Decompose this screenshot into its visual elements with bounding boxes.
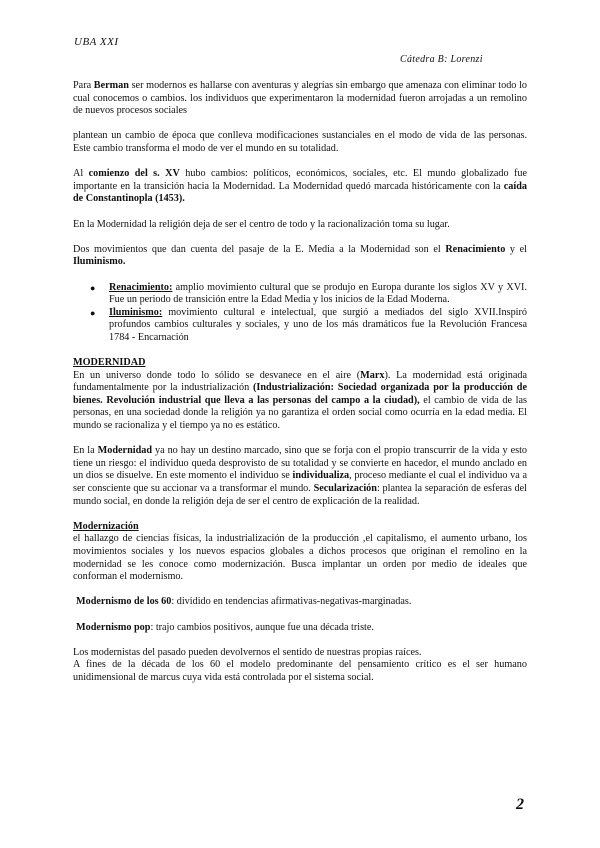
text-run: y el — [505, 243, 527, 255]
bold-term: Secularización — [313, 483, 377, 494]
bold-term: Marx — [360, 369, 385, 381]
bold-term: Iluminismo. — [73, 256, 126, 268]
bold-term: Renacimiento — [445, 243, 506, 255]
text-run: : dividido en tendencias afirmativas-negativas-marginadas. — [171, 596, 412, 608]
paragraph-berman — [73, 80, 527, 118]
paragraph-modernidad — [73, 370, 527, 433]
list-item — [73, 282, 527, 307]
list-text: amplio movimiento cultural que se produjo en Europa durante los siglos XV y XVI. Fue un periodo de transición entre la Edad Media y los inicios de la Edad Moderna. — [109, 281, 527, 306]
paragraph-siglo-xv — [73, 168, 527, 206]
text-run: , proceso mediante el cual el individuo va a ser consciente que su accionar va a transformar el mundo. — [73, 470, 527, 494]
text-run: : plantea la separación de esferas del mundo social, en donde la religión deja de ser el centro de explicación de la realidad. — [73, 483, 527, 507]
bold-term: caída de Constantinopla (1453). — [73, 180, 527, 205]
paragraph-modernismo-60 — [73, 596, 527, 609]
list-term: Renacimiento: — [109, 281, 173, 293]
text-run: Al — [73, 168, 89, 180]
paragraph-destino — [73, 445, 527, 508]
list-term: Iluminismo: — [109, 306, 163, 318]
document-body — [73, 80, 527, 685]
paragraph-fines-60: A fines de la década de los 60 el modelo predominante del pensamiento crítico es el ser humano unidimensional de marcus cuya vida está controlada por el sistema social. — [73, 659, 527, 683]
movements-list — [73, 282, 527, 345]
bold-term: individualiza — [292, 470, 350, 482]
bullet-icon: ● — [90, 307, 96, 318]
bold-term: (Industrialización: Sociedad organizada por la producción de bienes. Revolución industrial que lleva a las personas del campo a la ciudad), — [73, 382, 527, 406]
bold-term: Modernidad — [97, 445, 152, 457]
paragraph-raices: Los modernistas del pasado pueden devolvernos el sentido de nuestras propias raíces. — [73, 646, 422, 658]
text-run: ). La modernidad está originada fundamentalmente por la industrialización — [73, 369, 527, 394]
section-title-text: Modernización — [73, 520, 139, 532]
text-run: En la — [73, 445, 98, 457]
header-left: UBA XXI — [74, 36, 119, 48]
text-run: el cambio de vida de las personas, en una sociedad donde la religión ya no garantiza el orden social como ocurría en la edad media. El mundo se racionaliza y el tiempo ya no es estático. — [73, 394, 527, 432]
bold-term: Modernismo pop — [76, 621, 151, 633]
text-run: hubo cambios: políticos, económicos, sociales, etc. El mundo globalizado fue importante en la transición hacia la Modernidad. La Modernidad quedó marcada históricamente con la — [73, 168, 528, 192]
text-run: Dos movimientos que dan cuenta del pasaje de la E. Media a la Modernidad son el — [73, 243, 446, 255]
header-right: Cátedra B: Lorenzi — [400, 54, 483, 65]
paragraph-modernismo-pop — [73, 622, 527, 635]
text-run: : trajo cambios positivos, aunque fue una década triste. — [150, 621, 374, 633]
page-number: 2 — [516, 796, 524, 813]
section-title-modernidad — [73, 357, 527, 370]
text-run: Para — [73, 80, 94, 91]
bold-term: Berman — [93, 80, 129, 91]
text-run: En un universo donde todo lo sólido se desvanece en el aire ( — [73, 369, 361, 381]
paragraph-religion: En la Modernidad la religión deja de ser el centro de todo y la racionalización toma su lugar. — [73, 218, 450, 230]
paragraph-cambio: plantean un cambio de época que conlleva modificaciones sustanciales en el modo de vida de las personas. Este cambio transforma el modo de ver el mundo en su totalidad. — [73, 130, 527, 154]
text-run: ser modernos es hallarse con aventuras y alegrías sin embargo que amenaza con eliminar todo lo cual conocemos o cambios. los individuos que experimentaron la modernidad fueron arrojadas a un remolino de nuevos procesos sociales — [73, 80, 527, 117]
bold-term: comienzo del s. XV — [88, 168, 180, 180]
text-run: ya no hay un destino marcado, sino que se forja con el propio transcurrir de la vida y esto tiene un riesgo: el individuo queda desprovisto de su totalidad y se convierte en hacedor, el mundo anclado en un dios se disuelve. En este momento el individuo se — [73, 445, 528, 482]
section-title-text: MODERNIDAD — [73, 357, 146, 369]
bullet-icon: ● — [90, 282, 96, 293]
list-text: movimiento cultural e intelectual, que surgió a mediados del siglo XVII.Inspiró profundos cambios culturales y sociales, y uno de los más dramáticos fue la Revolución Francesa 1784 - Encarnación — [109, 306, 527, 343]
section-title-modernizacion — [73, 521, 527, 534]
list-item — [73, 307, 527, 345]
paragraph-modernizacion: el hallazgo de ciencias físicas, la industrialización de la producción ,el capitalismo, el aumento urbano, los movimientos sociales y los nuevos espacios globales a dichos procesos que originan el remolino en la modernidad se les conoce como modernización. Busca implantar un orden por medio de ideales que conforman el modernismo. — [73, 533, 527, 583]
paragraph-movimientos — [73, 244, 527, 269]
bold-term: Modernismo de los 60 — [76, 596, 172, 608]
